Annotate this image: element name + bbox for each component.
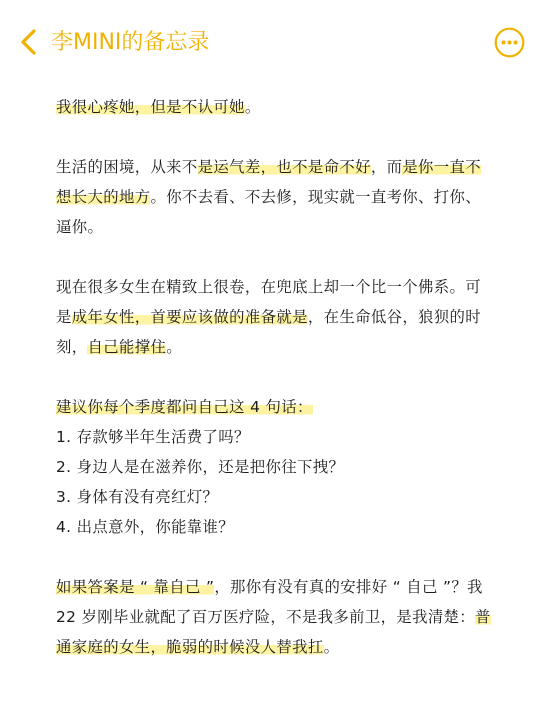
top-bar xyxy=(0,0,540,86)
note-body[interactable] xyxy=(56,92,492,662)
paragraph-gap xyxy=(56,122,492,152)
body-text: 生活的困境，从来不 xyxy=(56,158,198,176)
paragraph-gap xyxy=(56,362,492,392)
more-button[interactable] xyxy=(494,27,525,58)
highlight-text: 是运气差，也不是命不好 xyxy=(197,158,371,176)
paragraph-3 xyxy=(56,272,492,362)
question-item-4: 4. 出点意外，你能靠谁？ xyxy=(56,518,235,536)
page-title: 李MINI的备忘录 xyxy=(51,30,210,55)
paragraph-4-intro xyxy=(56,392,492,422)
paragraph-gap xyxy=(56,242,492,272)
paragraph-gap xyxy=(56,542,492,572)
highlight-text: 成年女性，首要应该做的准备就是 xyxy=(71,308,308,326)
body-text: ，在生命低谷，狼狈的时刻， xyxy=(56,308,482,356)
highlight-text: 如果答案是 “ 靠自己 ” xyxy=(56,578,215,596)
highlight-text: 普通家庭的女生，脆弱的时候没人替我扛 xyxy=(56,608,491,656)
body-text: 。 xyxy=(323,638,340,656)
question-item-1: 1. 存款够半年生活费了吗？ xyxy=(56,428,250,446)
more-horizontal-icon xyxy=(494,27,525,58)
body-text: 。 xyxy=(244,98,261,116)
question-item-2: 2. 身边人是在滋养你，还是把你往下拽？ xyxy=(56,458,345,476)
highlight-text: 自己能撑住 xyxy=(87,338,167,356)
highlight-text: 是你一直不想长大的地方 xyxy=(56,158,482,206)
highlight-text: 我很心疼她，但是不认可她 xyxy=(56,98,245,116)
body-text: ，那你有没有真的安排好 “ 自己 ”？我 22 岁刚毕业就配了百万医疗险，不是我多前卫，是我清楚： xyxy=(56,578,483,626)
question-item-3: 3. 身体有没有亮红灯？ xyxy=(56,488,219,506)
paragraph-2 xyxy=(56,152,492,242)
back-button[interactable] xyxy=(14,26,44,58)
body-text: 。你不去看、不去修，现实就一直考你、打你、逼你。 xyxy=(56,188,482,236)
paragraph-5 xyxy=(56,572,492,662)
paragraph-1 xyxy=(56,92,492,122)
highlight-text: 建议你每个季度都问自己这 4 句话： xyxy=(56,398,313,416)
body-text: ，而 xyxy=(370,158,403,176)
body-text: 。 xyxy=(166,338,182,356)
body-text: 现在很多女生在精致上很卷，在兜底上却一个比一个佛系。可是 xyxy=(56,278,481,326)
chevron-left-icon xyxy=(18,27,40,57)
